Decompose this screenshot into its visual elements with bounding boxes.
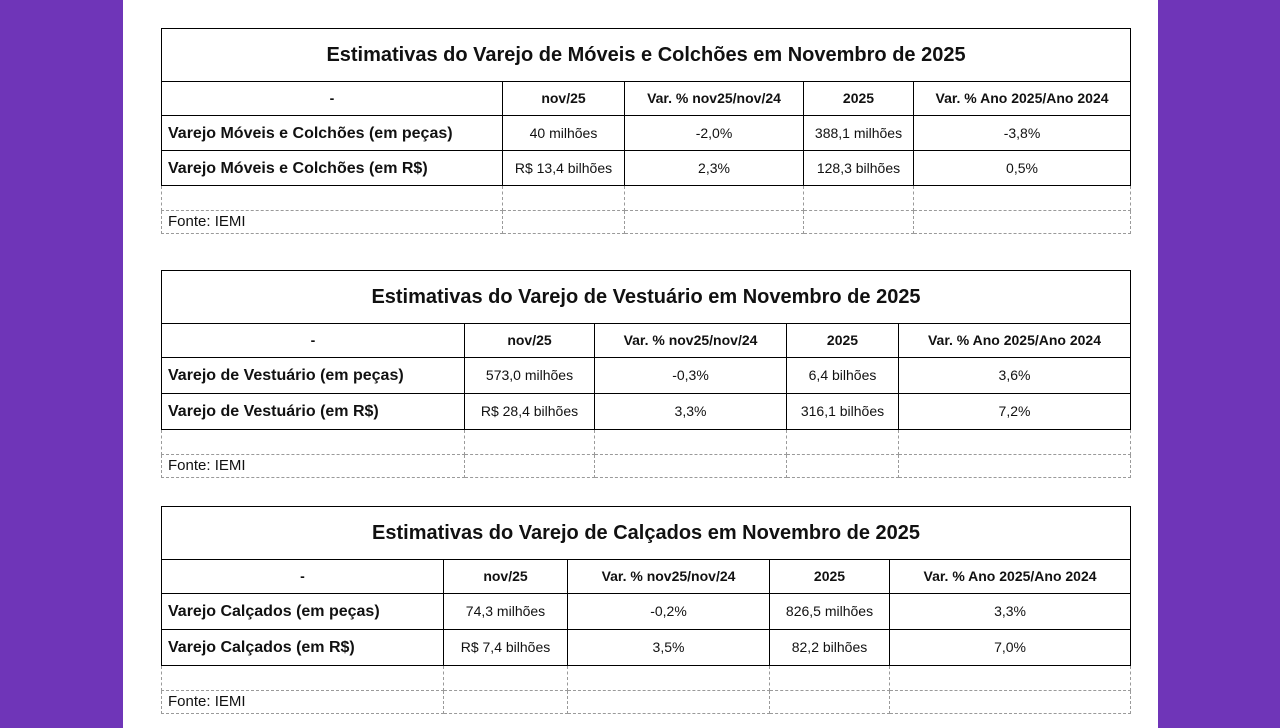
- furniture-retail-table: [161, 28, 1131, 234]
- table-title: Estimativas do Varejo de Móveis e Colchões em Novembro de 2025: [162, 29, 1131, 82]
- header-year: 2025: [770, 560, 890, 594]
- blank-row: [162, 186, 1131, 211]
- header-month: nov/25: [503, 82, 625, 116]
- header-label: -: [162, 560, 444, 594]
- table-title-row: [162, 507, 1131, 560]
- cell-month-value: 74,3 milhões: [444, 594, 568, 630]
- table-row: [162, 151, 1131, 186]
- header-annual-variation: Var. % Ano 2025/Ano 2024: [899, 324, 1131, 358]
- table-row: [162, 630, 1131, 666]
- row-label: Varejo Móveis e Colchões (em R$): [162, 151, 503, 186]
- cell-month-value: 573,0 milhões: [465, 358, 595, 394]
- source-row: [162, 211, 1131, 234]
- header-annual-variation: Var. % Ano 2025/Ano 2024: [890, 560, 1131, 594]
- cell-annual-variation: -3,8%: [914, 116, 1131, 151]
- cell-year-value: 6,4 bilhões: [787, 358, 899, 394]
- row-label: Varejo de Vestuário (em R$): [162, 394, 465, 430]
- header-row: [162, 560, 1131, 594]
- source-row: [162, 455, 1131, 478]
- cell-monthly-variation: 2,3%: [625, 151, 804, 186]
- cell-monthly-variation: 3,5%: [568, 630, 770, 666]
- cell-annual-variation: 7,2%: [899, 394, 1131, 430]
- cell-year-value: 388,1 milhões: [804, 116, 914, 151]
- source-note: Fonte: IEMI: [162, 455, 465, 478]
- cell-month-value: R$ 13,4 bilhões: [503, 151, 625, 186]
- cell-year-value: 316,1 bilhões: [787, 394, 899, 430]
- header-month: nov/25: [444, 560, 568, 594]
- cell-month-value: R$ 7,4 bilhões: [444, 630, 568, 666]
- row-label: Varejo Calçados (em peças): [162, 594, 444, 630]
- row-label: Varejo Móveis e Colchões (em peças): [162, 116, 503, 151]
- cell-year-value: 826,5 milhões: [770, 594, 890, 630]
- cell-annual-variation: 0,5%: [914, 151, 1131, 186]
- cell-annual-variation: 7,0%: [890, 630, 1131, 666]
- row-label: Varejo Calçados (em R$): [162, 630, 444, 666]
- cell-year-value: 128,3 bilhões: [804, 151, 914, 186]
- cell-monthly-variation: -0,3%: [595, 358, 787, 394]
- blank-row: [162, 666, 1131, 691]
- header-annual-variation: Var. % Ano 2025/Ano 2024: [914, 82, 1131, 116]
- cell-monthly-variation: 3,3%: [595, 394, 787, 430]
- source-note: Fonte: IEMI: [162, 691, 444, 714]
- header-row: [162, 324, 1131, 358]
- header-year: 2025: [804, 82, 914, 116]
- header-month: nov/25: [465, 324, 595, 358]
- header-row: [162, 82, 1131, 116]
- footwear-retail-table: [161, 506, 1131, 714]
- cell-annual-variation: 3,6%: [899, 358, 1131, 394]
- header-label: -: [162, 82, 503, 116]
- header-monthly-variation: Var. % nov25/nov/24: [625, 82, 804, 116]
- header-label: -: [162, 324, 465, 358]
- cell-month-value: R$ 28,4 bilhões: [465, 394, 595, 430]
- table-title-row: [162, 271, 1131, 324]
- header-monthly-variation: Var. % nov25/nov/24: [568, 560, 770, 594]
- table-row: [162, 358, 1131, 394]
- header-year: 2025: [787, 324, 899, 358]
- document-page: [123, 0, 1158, 728]
- cell-year-value: 82,2 bilhões: [770, 630, 890, 666]
- source-note: Fonte: IEMI: [162, 211, 503, 234]
- table-title-row: [162, 29, 1131, 82]
- table-row: [162, 116, 1131, 151]
- blank-row: [162, 430, 1131, 455]
- source-row: [162, 691, 1131, 714]
- table-title: Estimativas do Varejo de Vestuário em Novembro de 2025: [162, 271, 1131, 324]
- header-monthly-variation: Var. % nov25/nov/24: [595, 324, 787, 358]
- table-title: Estimativas do Varejo de Calçados em Novembro de 2025: [162, 507, 1131, 560]
- cell-annual-variation: 3,3%: [890, 594, 1131, 630]
- table-row: [162, 594, 1131, 630]
- table-row: [162, 394, 1131, 430]
- apparel-retail-table: [161, 270, 1131, 478]
- cell-monthly-variation: -0,2%: [568, 594, 770, 630]
- row-label: Varejo de Vestuário (em peças): [162, 358, 465, 394]
- cell-month-value: 40 milhões: [503, 116, 625, 151]
- cell-monthly-variation: -2,0%: [625, 116, 804, 151]
